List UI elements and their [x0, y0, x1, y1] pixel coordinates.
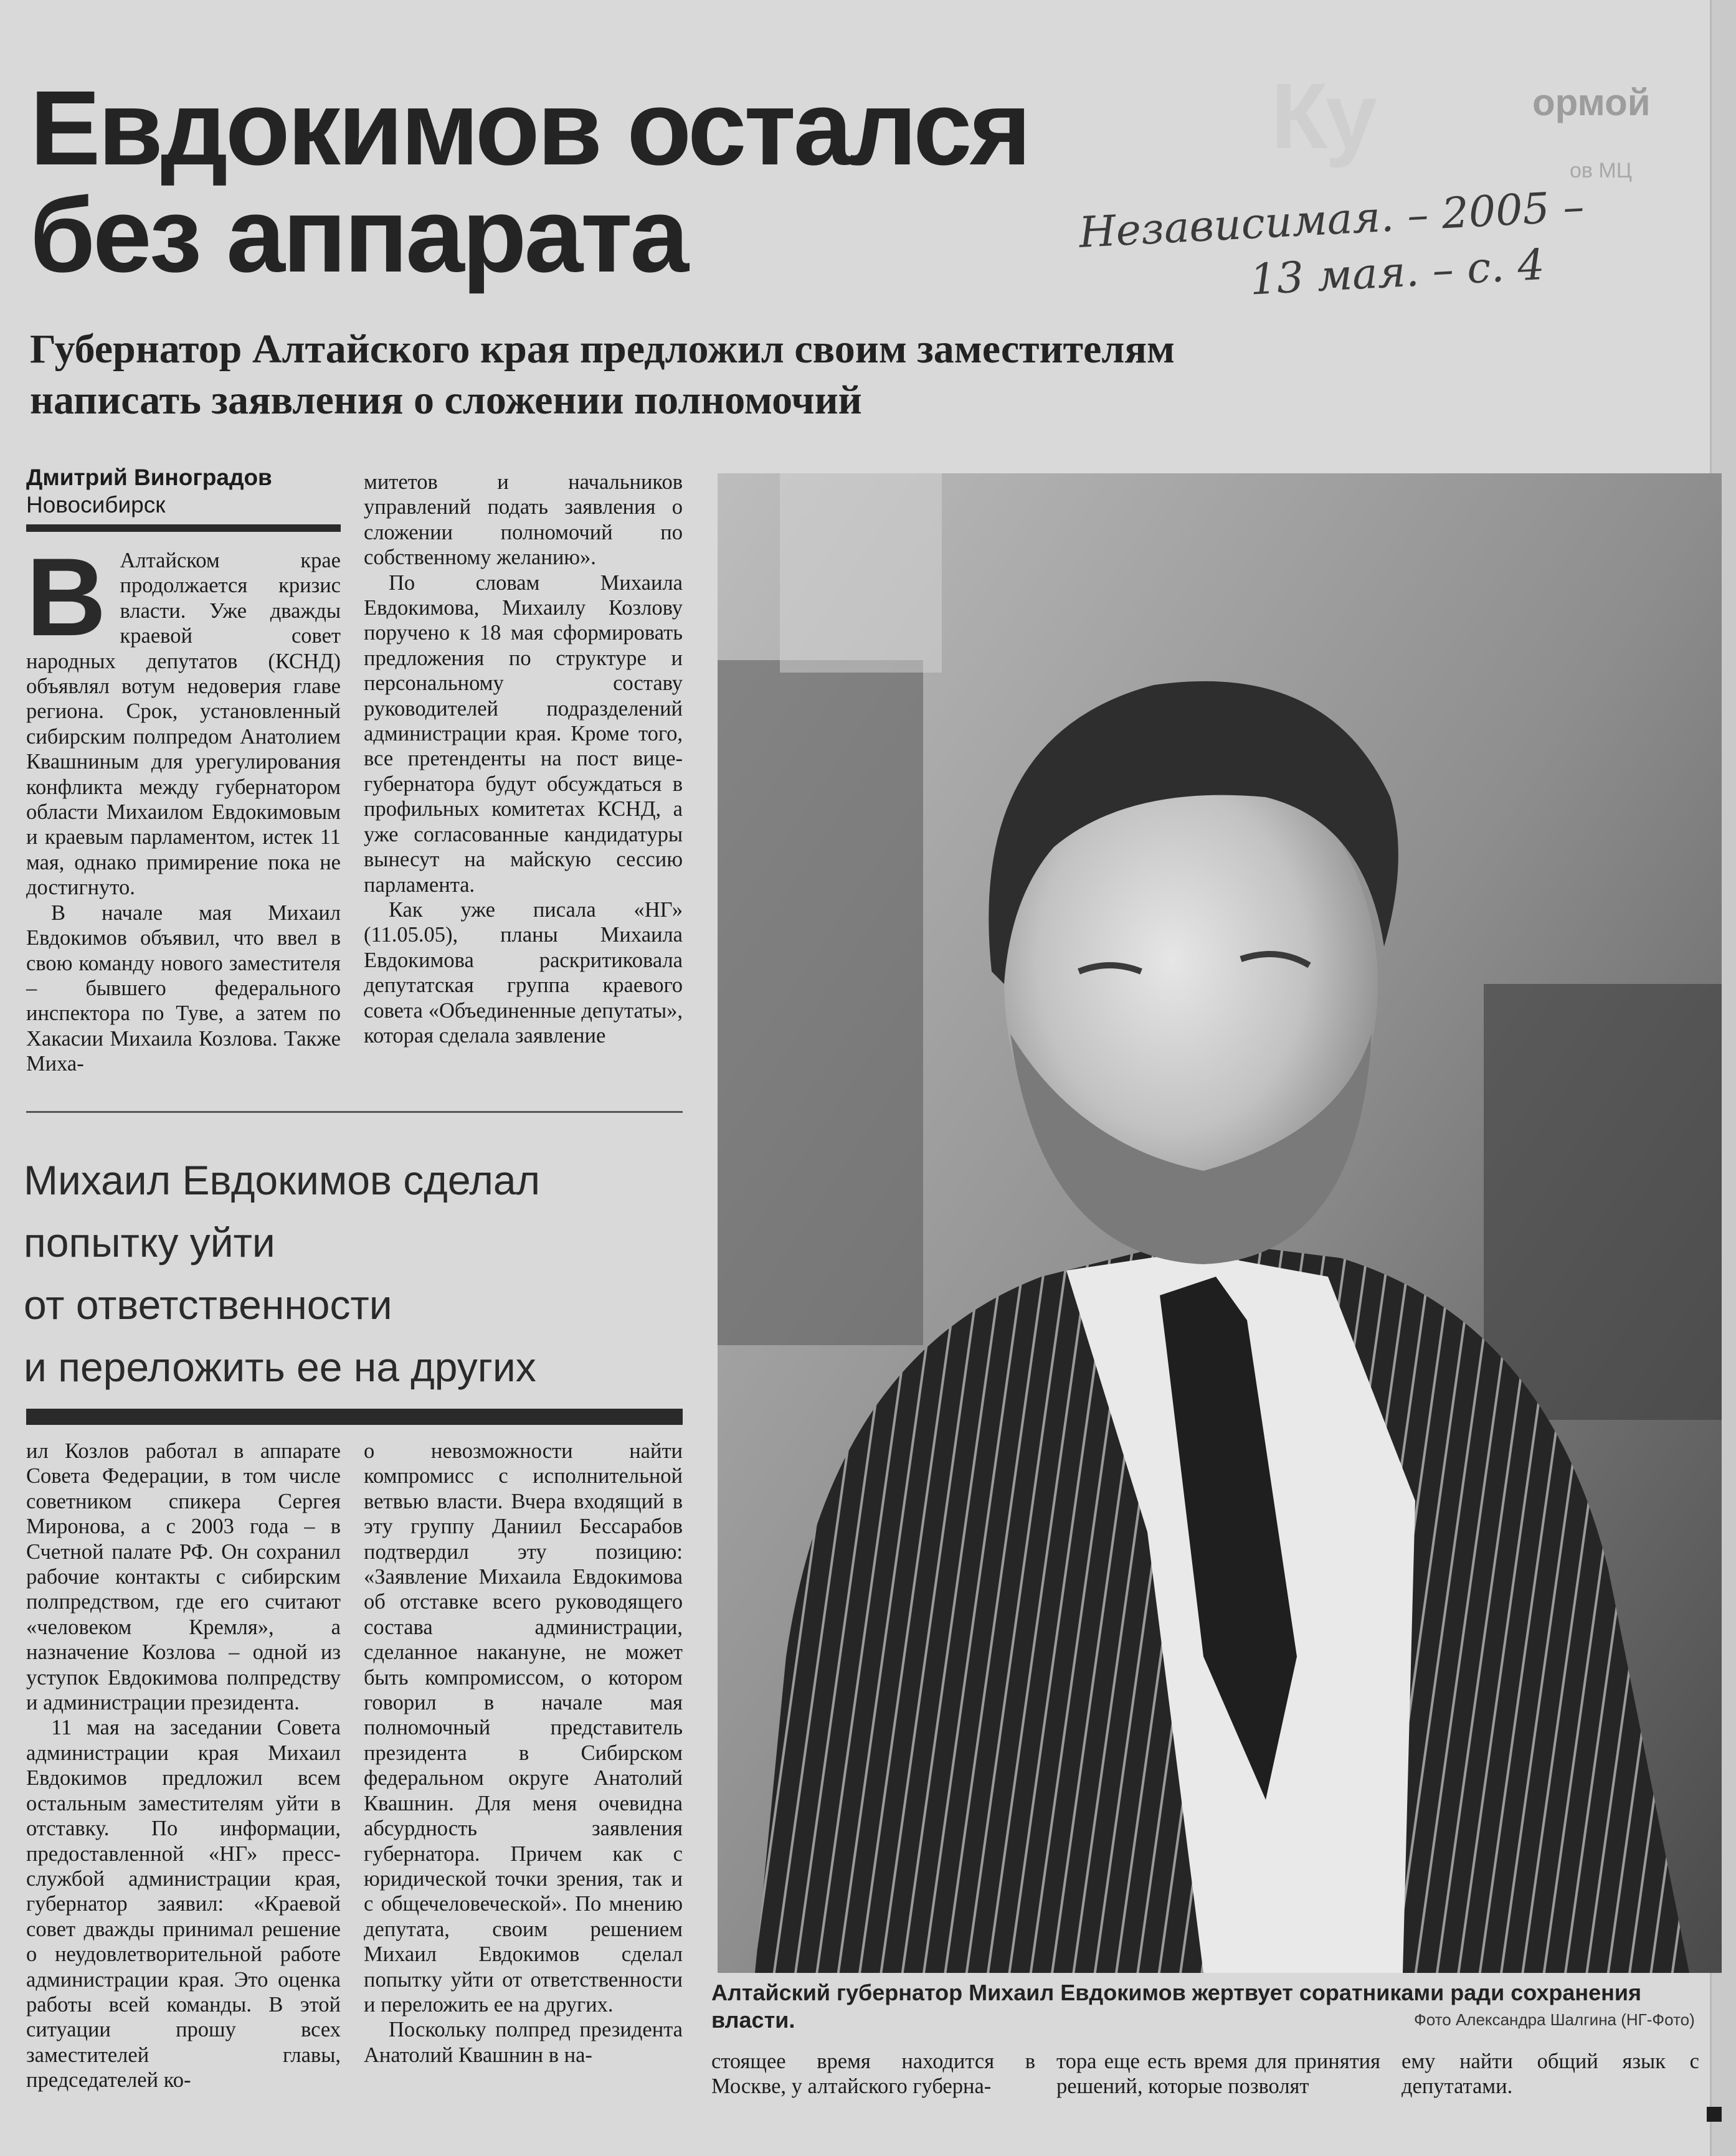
paragraph: тора еще есть время для принятия решений, которые позволят	[1056, 2050, 1380, 2099]
pull-quote-line-3: от ответственности	[24, 1282, 392, 1328]
dateline-city: Новосибирск	[26, 492, 166, 518]
headline-line-2: без аппарата	[30, 176, 686, 295]
paragraph: 11 мая на заседании Совета администрации края Михаил Евдокимов предложил всем остальным заместителям уйти в отставку. По информации, предоставленной «НГ» пресс-службой администрации края, губернатор заявил: «Краевой совет дважды принимал решение о неудовлетворительной работе администрации края. Это оценка работы всей команды. В этой ситуации прошу всех заместителей главы, председателей ко-	[26, 1716, 341, 2092]
column-5-bottom	[1402, 2049, 1699, 2099]
lead-paragraph	[26, 535, 341, 901]
subheadline	[30, 324, 1175, 426]
pull-quote-line-2: попытку уйти	[24, 1219, 275, 1265]
neighbor-masthead-fragment: Ку	[1271, 64, 1375, 168]
paragraph: митетов и начальников управлений подать заявления о сложении полномочий по собственному желанию».	[364, 470, 683, 570]
paragraph: ему найти общий язык с депутатами.	[1402, 2050, 1699, 2099]
paragraph: По словам Михаила Евдокимова, Михаилу Козлову поручено к 18 мая сформировать предложения по структуре и персональному составу руководителей подразделений администрации края. Кроме того, все претенденты на пост вице-губернатора будут обсуждаться в профильных комитетах КСНД, а уже согласованные кандидатуры вынесут на майскую сессию парламента.	[364, 570, 683, 897]
column-3-bottom	[711, 2049, 1035, 2099]
lead-paragraph-text: Алтайском крае продолжается кризис власти. Уже дважды краевой совет народных депутатов (КСНД) объявлял вотум недоверия главе региона. Срок, установленный сибирским полпредом Анатолием Квашниным для урегулирования конфликта между губернатором области Михаилом Евдокимовым и краевым парламентом, истек 11 мая, однако примирение пока не достигнуто.	[26, 549, 341, 900]
paragraph: В начале мая Михаил Евдокимов объявил, что ввел в свою команду нового заместителя – бывшего федерального инспектора по Туве, а затем по Хакасии Михаила Козлова. Также Миха-	[26, 901, 341, 1076]
author-name: Дмитрий Виноградов	[26, 465, 272, 490]
portrait-photo	[718, 473, 1722, 1973]
handwritten-source-note	[1078, 179, 1588, 318]
column-4-bottom	[1056, 2049, 1380, 2099]
photo-caption: Алтайский губернатор Михаил Евдокимов жертвует соратниками ради сохранения власти.	[711, 1980, 1641, 2033]
paragraph: Поскольку полпред президента Анатолий Квашнин в на-	[364, 2018, 683, 2067]
portrait-illustration	[718, 473, 1722, 1973]
pull-quote	[24, 1149, 540, 1398]
headline	[30, 69, 1029, 295]
paragraph: ил Козлов работал в аппарате Совета Федерации, в том числе советником спикера Сергея Миронова, а с 2003 года – в Счетной палате РФ. Он сохранил рабочие контакты с сибирским полпредством, где его считают «человеком Кремля», а назначение Козлова – одной из уступок Евдокимова полпредству и администрации президента.	[26, 1439, 341, 1715]
photo-credit: Фото Александра Шалгина (НГ-Фото)	[1414, 2010, 1695, 2029]
pull-quote-line-4: и переложить ее на других	[24, 1344, 536, 1390]
headline-line-1: Евдокимов остался	[30, 69, 1029, 187]
handwritten-note-line-1: Независимая. – 2005 –	[1078, 182, 1586, 258]
subhead-line-1: Губернатор Алтайского края предложил своим заместителям	[30, 326, 1175, 372]
paragraph: стоящее время находится в Москве, у алтайского губерна-	[711, 2050, 1035, 2099]
paragraph: о невозможности найти компромисс с исполнительной ветвью власти. Вчера входящий в эту группу Даниил Бессарабов подтвердил эту позицию: «Заявление Михаила Евдокимова об отставке всего руководящего состава администрации, сделанное накануне, не может быть компромиссом, о котором говорил в начале мая полномочный представитель президента в Сибирском федеральном округе Анатолий Квашнин. Для меня очевидна абсурдность заявления губернатора. Причем как с юридической точки зрения, так и с общечеловеческой». По мнению депутата, своим решением Михаил Евдокимов сделал попытку уйти от ответственности и переложить ее на других.	[364, 1439, 683, 2017]
column-1-top	[26, 535, 341, 1077]
byline	[26, 464, 272, 519]
end-of-article-mark	[1707, 2107, 1722, 2122]
drop-cap: В	[26, 535, 107, 659]
paragraph: Как уже писала «НГ» (11.05.05), планы Михаила Евдокимова раскритиковала депутатская группа краевого совета «Объединенные депутаты», которая сделала заявление	[364, 897, 683, 1047]
handwritten-note-line-2: 13 мая. – с. 4	[1248, 240, 1546, 305]
pull-quote-line-1: Михаил Евдокимов сделал	[24, 1157, 541, 1203]
section-divider	[26, 1111, 683, 1113]
pull-quote-rule	[26, 1409, 683, 1425]
column-2-bottom	[364, 1439, 683, 2068]
neighbor-title-fragment: ормой	[1532, 82, 1651, 123]
byline-rule	[26, 524, 341, 532]
column-2-top	[364, 470, 683, 1048]
neighbor-subtitle-fragment: ов МЦ	[1570, 159, 1632, 182]
subhead-line-2: написать заявления о сложении полномочий	[30, 377, 862, 423]
column-1-bottom	[26, 1439, 341, 2093]
